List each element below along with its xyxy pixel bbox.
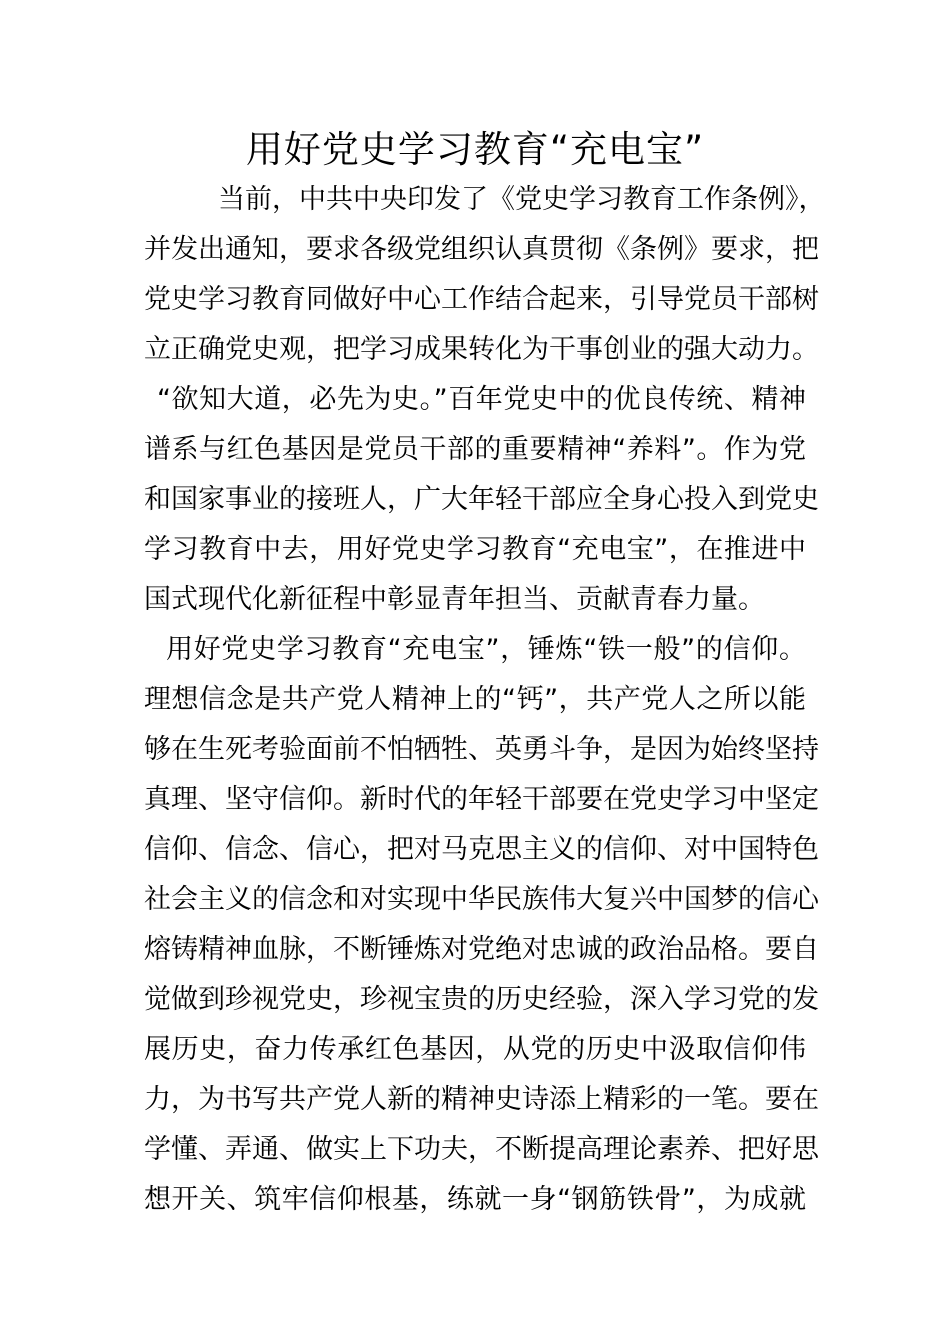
paragraph-line: 党史学习教育同做好中心工作结合起来，引导党员干部树 <box>144 284 819 315</box>
paragraph-line: 熔铸精神血脉，不断锤炼对党绝对忠诚的政治品格。要自 <box>144 934 819 965</box>
paragraph-line: 学习教育中去，用好党史学习教育“充电宝”，在推进中 <box>144 534 806 565</box>
paragraph-line: 真理、坚守信仰。新时代的年轻干部要在党史学习中坚定 <box>144 784 819 815</box>
document-title: 用好党史学习教育“充电宝” <box>245 128 705 171</box>
paragraph-line: 当前，中共中央印发了《党史学习教育工作条例》， <box>218 184 826 215</box>
paragraph-line: 社会主义的信念和对实现中华民族伟大复兴中国梦的信心 <box>144 884 819 915</box>
paragraph-line: 想开关、筑牢信仰根基，练就一身“钢筋铁骨”，为成就 <box>144 1184 806 1215</box>
paragraph-line: 学懂、弄通、做实上下功夫，不断提高理论素养、把好思 <box>144 1134 819 1165</box>
paragraph-line: 力，为书写共产党人新的精神史诗添上精彩的一笔。要在 <box>144 1084 819 1115</box>
paragraph-line: 立正确党史观，把学习成果转化为干事创业的强大动力。 <box>144 334 819 365</box>
paragraph-line: 觉做到珍视党史，珍视宝贵的历史经验，深入学习党的发 <box>144 984 819 1015</box>
paragraph-line: 国式现代化新征程中彰显青年担当、贡献青春力量。 <box>144 584 765 615</box>
paragraph-line: 够在生死考验面前不怕牺牲、英勇斗争，是因为始终坚持 <box>144 734 819 765</box>
paragraph-line: 展历史，奋力传承红色基因，从党的历史中汲取信仰伟 <box>144 1034 806 1065</box>
paragraph-line: 谱系与红色基因是党员干部的重要精神“养料”。作为党 <box>144 434 806 465</box>
paragraph-line: 和国家事业的接班人，广大年轻干部应全身心投入到党史 <box>144 484 819 515</box>
paragraph-line: 信仰、信念、信心，把对马克思主义的信仰、对中国特色 <box>144 834 819 865</box>
paragraph-line: 并发出通知，要求各级党组织认真贯彻《条例》要求，把 <box>144 234 819 265</box>
paragraph-line: 理想信念是共产党人精神上的“钙”，共产党人之所以能 <box>144 684 806 715</box>
paragraph-line: “欲知大道，必先为史。”百年党史中的优良传统、精神 <box>157 384 806 415</box>
paragraph-line: 用好党史学习教育“充电宝”，锤炼“铁一般”的信仰。 <box>166 634 806 665</box>
